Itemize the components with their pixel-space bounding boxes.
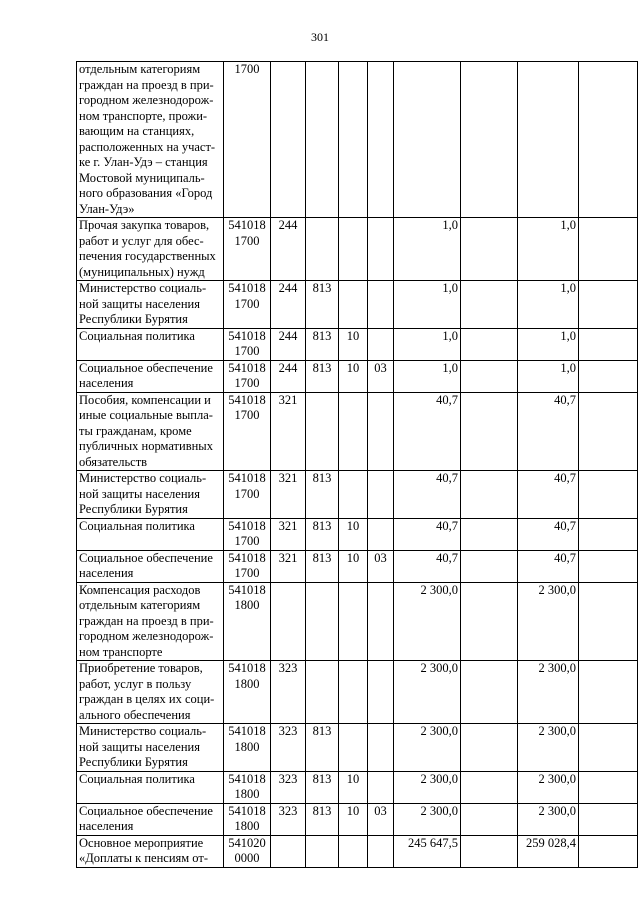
item-name: Пособия, компенсации и иные социальные выпла-ты гражданам, кроме публичных нормативных обязательств bbox=[77, 392, 224, 471]
section-code bbox=[339, 582, 368, 661]
table-row bbox=[77, 281, 638, 329]
target-article-code: 541018 1700 bbox=[224, 328, 271, 360]
blank-cell bbox=[461, 218, 518, 281]
target-article-code: 1700 bbox=[224, 62, 271, 218]
target-article-code: 541018 1800 bbox=[224, 803, 271, 835]
target-article-code: 541018 1700 bbox=[224, 550, 271, 582]
item-name: Компенсация расходов отдельным категориям граждан на проезд в при-городном железнодорож-ном транспорте bbox=[77, 582, 224, 661]
target-article-code: 541018 1800 bbox=[224, 771, 271, 803]
expense-type-code bbox=[271, 835, 306, 867]
amount-year-2: 2 300,0 bbox=[518, 724, 579, 772]
section-code: 10 bbox=[339, 360, 368, 392]
table-row bbox=[77, 835, 638, 867]
expense-type-code bbox=[271, 62, 306, 218]
target-article-code: 541018 1800 bbox=[224, 724, 271, 772]
ministry-code: 813 bbox=[306, 281, 339, 329]
ministry-code bbox=[306, 582, 339, 661]
blank-cell bbox=[579, 661, 638, 724]
ministry-code: 813 bbox=[306, 360, 339, 392]
target-article-code: 541018 1700 bbox=[224, 360, 271, 392]
section-code bbox=[339, 724, 368, 772]
blank-cell bbox=[461, 582, 518, 661]
item-name: Министерство социаль-ной защиты населения Республики Бурятия bbox=[77, 471, 224, 519]
ministry-code bbox=[306, 835, 339, 867]
expense-type-code: 323 bbox=[271, 803, 306, 835]
ministry-code: 813 bbox=[306, 724, 339, 772]
blank-cell bbox=[461, 471, 518, 519]
target-article-code: 541020 0000 bbox=[224, 835, 271, 867]
ministry-code: 813 bbox=[306, 328, 339, 360]
section-code bbox=[339, 218, 368, 281]
section-code: 10 bbox=[339, 550, 368, 582]
ministry-code bbox=[306, 661, 339, 724]
ministry-code: 813 bbox=[306, 771, 339, 803]
expense-type-code: 244 bbox=[271, 218, 306, 281]
table-row bbox=[77, 582, 638, 661]
blank-cell bbox=[461, 661, 518, 724]
expense-type-code: 321 bbox=[271, 471, 306, 519]
section-code: 10 bbox=[339, 771, 368, 803]
amount-year-2: 259 028,4 bbox=[518, 835, 579, 867]
amount-year-1: 1,0 bbox=[394, 328, 461, 360]
blank-cell bbox=[579, 328, 638, 360]
blank-cell bbox=[579, 835, 638, 867]
expense-type-code: 323 bbox=[271, 724, 306, 772]
expense-type-code: 244 bbox=[271, 360, 306, 392]
ministry-code bbox=[306, 392, 339, 471]
blank-cell bbox=[579, 724, 638, 772]
table-row bbox=[77, 803, 638, 835]
subsection-code bbox=[368, 835, 394, 867]
target-article-code: 541018 1700 bbox=[224, 281, 271, 329]
amount-year-1 bbox=[394, 62, 461, 218]
blank-cell bbox=[579, 803, 638, 835]
table-row bbox=[77, 661, 638, 724]
blank-cell bbox=[579, 550, 638, 582]
blank-cell bbox=[579, 471, 638, 519]
item-name: Социальное обеспечение населения bbox=[77, 550, 224, 582]
subsection-code bbox=[368, 392, 394, 471]
subsection-code bbox=[368, 328, 394, 360]
ministry-code: 813 bbox=[306, 803, 339, 835]
amount-year-1: 2 300,0 bbox=[394, 724, 461, 772]
section-code: 10 bbox=[339, 328, 368, 360]
subsection-code bbox=[368, 582, 394, 661]
blank-cell bbox=[461, 771, 518, 803]
section-code: 10 bbox=[339, 518, 368, 550]
item-name: Прочая закупка товаров, работ и услуг для обес-печения государственных (муниципальных) нужд bbox=[77, 218, 224, 281]
table-row bbox=[77, 218, 638, 281]
item-name: Социальное обеспечение населения bbox=[77, 803, 224, 835]
blank-cell bbox=[461, 518, 518, 550]
ministry-code: 813 bbox=[306, 518, 339, 550]
amount-year-1: 2 300,0 bbox=[394, 582, 461, 661]
subsection-code bbox=[368, 724, 394, 772]
table-row bbox=[77, 471, 638, 519]
target-article-code: 541018 1700 bbox=[224, 218, 271, 281]
amount-year-2: 40,7 bbox=[518, 518, 579, 550]
table-row bbox=[77, 550, 638, 582]
amount-year-2: 1,0 bbox=[518, 328, 579, 360]
amount-year-1: 2 300,0 bbox=[394, 771, 461, 803]
section-code: 10 bbox=[339, 803, 368, 835]
blank-cell bbox=[579, 518, 638, 550]
blank-cell bbox=[579, 392, 638, 471]
amount-year-1: 2 300,0 bbox=[394, 803, 461, 835]
blank-cell bbox=[461, 803, 518, 835]
blank-cell bbox=[461, 835, 518, 867]
amount-year-2: 1,0 bbox=[518, 360, 579, 392]
blank-cell bbox=[461, 328, 518, 360]
budget-table-body bbox=[77, 62, 638, 868]
amount-year-2: 40,7 bbox=[518, 471, 579, 519]
expense-type-code bbox=[271, 582, 306, 661]
table-row bbox=[77, 62, 638, 218]
section-code bbox=[339, 281, 368, 329]
blank-cell bbox=[461, 392, 518, 471]
blank-cell bbox=[579, 771, 638, 803]
item-name: Социальное обеспечение населения bbox=[77, 360, 224, 392]
ministry-code bbox=[306, 62, 339, 218]
ministry-code: 813 bbox=[306, 471, 339, 519]
amount-year-1: 245 647,5 bbox=[394, 835, 461, 867]
blank-cell bbox=[579, 218, 638, 281]
amount-year-1: 1,0 bbox=[394, 281, 461, 329]
amount-year-1: 40,7 bbox=[394, 550, 461, 582]
expense-type-code: 244 bbox=[271, 281, 306, 329]
amount-year-1: 1,0 bbox=[394, 218, 461, 281]
amount-year-2: 40,7 bbox=[518, 392, 579, 471]
amount-year-2: 1,0 bbox=[518, 281, 579, 329]
item-name: Приобретение товаров, работ, услуг в пользу граждан в целях их соци-ального обеспечения bbox=[77, 661, 224, 724]
blank-cell bbox=[461, 281, 518, 329]
amount-year-1: 40,7 bbox=[394, 471, 461, 519]
expense-type-code: 321 bbox=[271, 392, 306, 471]
ministry-code bbox=[306, 218, 339, 281]
item-name: Министерство социаль-ной защиты населения Республики Бурятия bbox=[77, 724, 224, 772]
section-code bbox=[339, 471, 368, 519]
amount-year-2 bbox=[518, 62, 579, 218]
subsection-code bbox=[368, 218, 394, 281]
target-article-code: 541018 1800 bbox=[224, 661, 271, 724]
item-name: Социальная политика bbox=[77, 771, 224, 803]
item-name: Основное мероприятие «Доплаты к пенсиям от- bbox=[77, 835, 224, 867]
amount-year-1: 40,7 bbox=[394, 392, 461, 471]
table-row bbox=[77, 724, 638, 772]
section-code bbox=[339, 661, 368, 724]
blank-cell bbox=[461, 62, 518, 218]
subsection-code bbox=[368, 281, 394, 329]
subsection-code: 03 bbox=[368, 360, 394, 392]
page-number: 301 bbox=[311, 30, 329, 44]
section-code bbox=[339, 392, 368, 471]
item-name: Социальная политика bbox=[77, 328, 224, 360]
blank-cell bbox=[579, 360, 638, 392]
expense-type-code: 323 bbox=[271, 661, 306, 724]
table-row bbox=[77, 328, 638, 360]
amount-year-2: 1,0 bbox=[518, 218, 579, 281]
expense-type-code: 244 bbox=[271, 328, 306, 360]
amount-year-2: 2 300,0 bbox=[518, 803, 579, 835]
subsection-code bbox=[368, 62, 394, 218]
blank-cell bbox=[579, 62, 638, 218]
amount-year-1: 40,7 bbox=[394, 518, 461, 550]
ministry-code: 813 bbox=[306, 550, 339, 582]
item-name: отдельным категориям граждан на проезд в при-городном железнодорож-ном транспорте, прожи-вающим на станциях, расположенных на участ-ке г. Улан-Удэ – станция Мостовой муниципаль-ного образования «Город Улан-Удэ» bbox=[77, 62, 224, 218]
item-name: Министерство социаль-ной защиты населения Республики Бурятия bbox=[77, 281, 224, 329]
blank-cell bbox=[579, 582, 638, 661]
target-article-code: 541018 1800 bbox=[224, 582, 271, 661]
target-article-code: 541018 1700 bbox=[224, 392, 271, 471]
item-name: Социальная политика bbox=[77, 518, 224, 550]
target-article-code: 541018 1700 bbox=[224, 471, 271, 519]
amount-year-2: 40,7 bbox=[518, 550, 579, 582]
budget-table bbox=[76, 61, 638, 868]
table-row bbox=[77, 771, 638, 803]
section-code bbox=[339, 62, 368, 218]
table-row bbox=[77, 360, 638, 392]
amount-year-2: 2 300,0 bbox=[518, 582, 579, 661]
target-article-code: 541018 1700 bbox=[224, 518, 271, 550]
blank-cell bbox=[461, 724, 518, 772]
table-row bbox=[77, 518, 638, 550]
subsection-code bbox=[368, 771, 394, 803]
expense-type-code: 323 bbox=[271, 771, 306, 803]
blank-cell bbox=[461, 360, 518, 392]
subsection-code bbox=[368, 471, 394, 519]
table-row bbox=[77, 392, 638, 471]
subsection-code: 03 bbox=[368, 803, 394, 835]
amount-year-1: 2 300,0 bbox=[394, 661, 461, 724]
amount-year-2: 2 300,0 bbox=[518, 771, 579, 803]
blank-cell bbox=[461, 550, 518, 582]
blank-cell bbox=[579, 281, 638, 329]
expense-type-code: 321 bbox=[271, 518, 306, 550]
amount-year-2: 2 300,0 bbox=[518, 661, 579, 724]
subsection-code: 03 bbox=[368, 550, 394, 582]
section-code bbox=[339, 835, 368, 867]
amount-year-1: 1,0 bbox=[394, 360, 461, 392]
subsection-code bbox=[368, 518, 394, 550]
subsection-code bbox=[368, 661, 394, 724]
expense-type-code: 321 bbox=[271, 550, 306, 582]
